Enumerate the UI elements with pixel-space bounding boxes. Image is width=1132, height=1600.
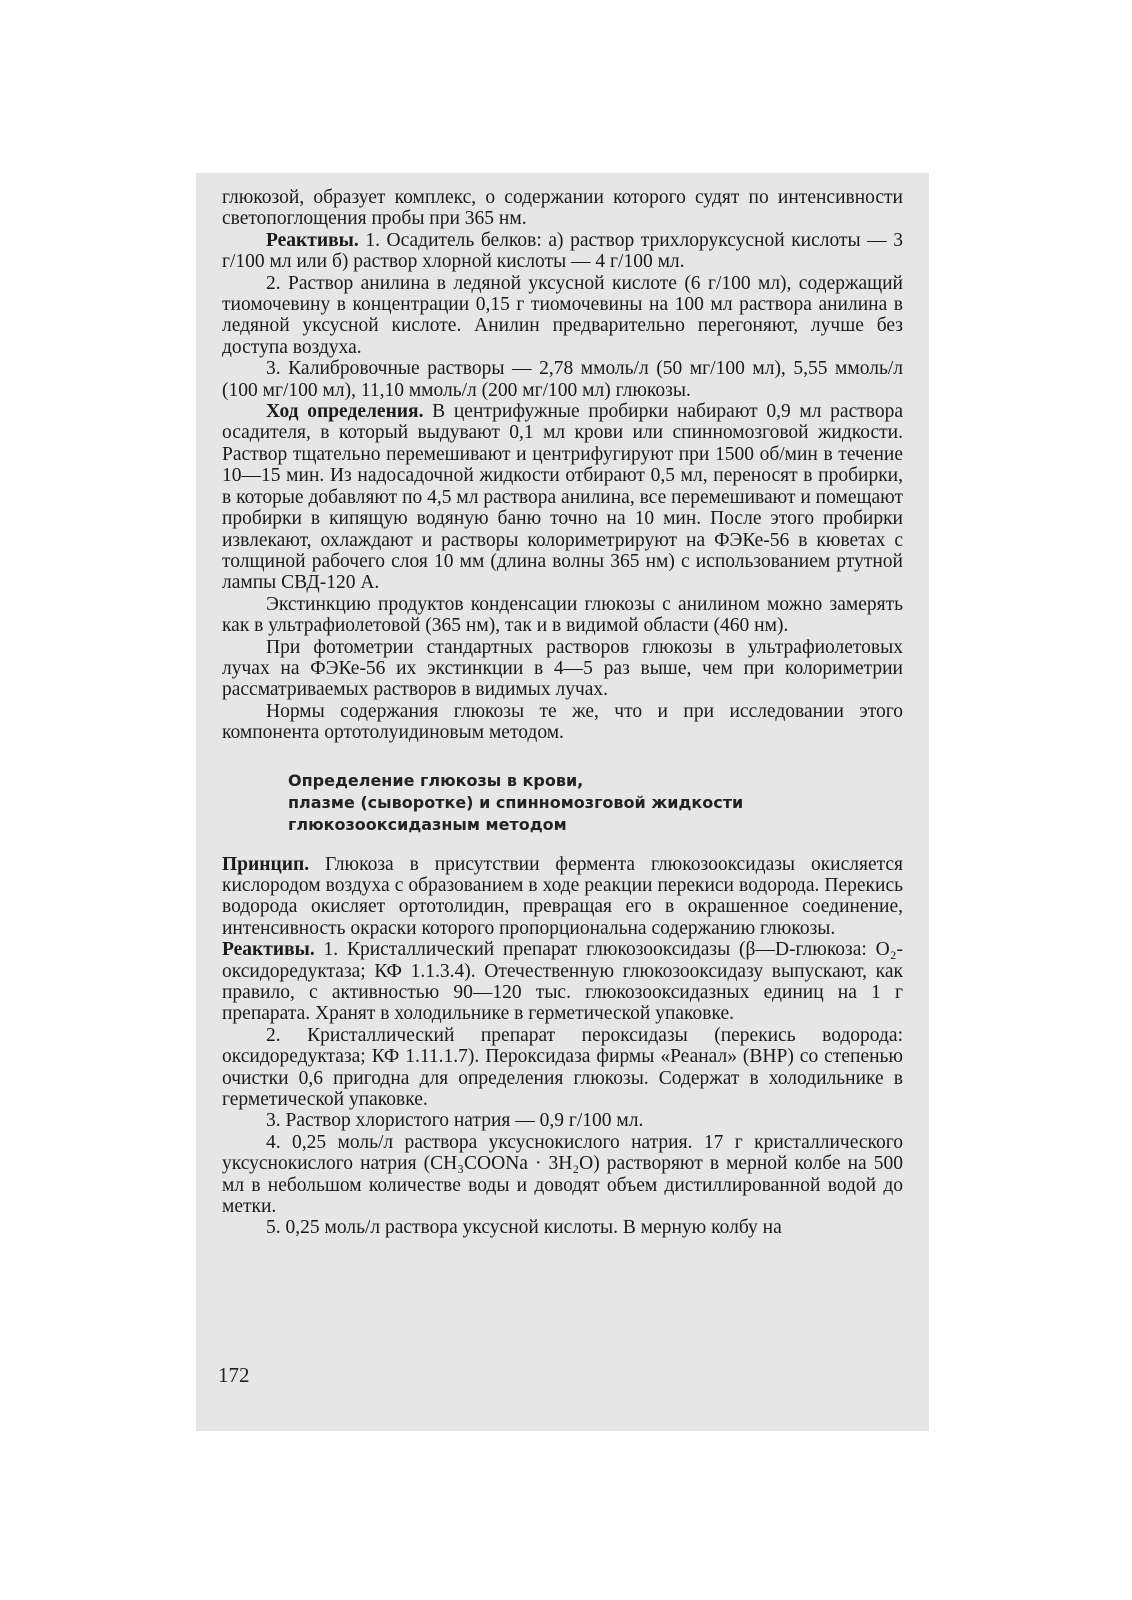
- paragraph: 3. Калибровочные растворы — 2,78 ммоль/л (50 мг/100 мл), 5,55 ммоль/л (100 мг/100 мл), 11,10 ммоль/л (200 мг/100 мл) глюкозы.: [222, 358, 903, 401]
- paragraph-text: 1. Кристаллический препарат глюкозооксидазы (β—D-глюкоза: О₂-оксидоредуктаза; КФ 1.1.3.4). Отечественную глюкозооксидазу выпускают, как правило, с активностью 90—120 тыс. глюкозооксидазных единиц на 1 г препарата. Хранят в холодильнике в герметической упаковке.: [222, 939, 903, 1025]
- section-aniline-method: [222, 187, 903, 744]
- paragraph: Нормы содержания глюкозы те же, что и при исследовании этого компонента ортотолуидиновым методом.: [222, 700, 903, 744]
- paragraph: глюкозой, образует комплекс, о содержании которого судят по интенсивности светопоглощения пробы при 365 нм.: [222, 187, 903, 230]
- paragraph: 5. 0,25 моль/л раствора уксусной кислоты. В мерную колбу на: [266, 1217, 782, 1239]
- paragraph-text: Глюкоза в присутствии фермента глюкозооксидазы окисляется кислородом воздуха с образованием в ходе реакции перекиси водорода. Перекись водорода окисляет ортотолидин, превращая его в окрашенное соединение, интенсивность окраски которого пропорциональна содержанию глюкозы.: [222, 853, 903, 939]
- paragraph-reagents: [222, 939, 903, 1025]
- run-in-heading: Ход определения.: [266, 401, 424, 423]
- run-in-heading: Принцип.: [222, 853, 310, 875]
- paragraph-text: 1. Осадитель белков: а) раствор трихлоруксусной кислоты — 3 г/100 мл или б) раствор хлорной кислоты — 4 г/100 мл.: [222, 229, 903, 273]
- page-number: 172: [218, 1363, 250, 1387]
- run-in-heading: Реактивы.: [266, 229, 359, 251]
- paragraph-reagents: [222, 230, 903, 273]
- paragraph-procedure: [222, 401, 903, 594]
- heading-line: плазме (сыворотке) и спинномозговой жидкости: [288, 792, 744, 812]
- paragraph: 4. 0,25 моль/л раствора уксуснокислого натрия. 17 г кристаллического уксуснокислого натрия (CH₃COONa · 3H₂O) растворяют в мерной колбе на 500 мл в небольшом количестве воды и доводят объем дистиллированной водой до метки.: [222, 1131, 903, 1218]
- book-page: [196, 173, 929, 1431]
- run-in-heading: Реактивы.: [222, 939, 315, 961]
- paragraph: Экстинкцию продуктов конденсации глюкозы с анилином можно замерять как в ультрафиолетовой (365 нм), так и в видимой области (460 нм).: [222, 593, 903, 637]
- paragraph: 2. Кристаллический препарат пероксидазы (перекись водорода: оксидоредуктаза; КФ 1.11.1.7). Пероксидаза фирмы «Реанал» (ВНР) со степенью очистки 0,6 пригодна для определения глюкозы. Содержат в холодильнике в герметической упаковке.: [222, 1024, 903, 1111]
- paragraph-text: В центрифужные пробирки набирают 0,9 мл раствора осадителя, в который выдувают 0,1 мл крови или спинномозговой жидкости. Раствор тщательно перемешивают и центрифугируют при 1500 об/мин в течение 10—15 мин. Из надосадочной жидкости отбирают 0,5 мл, переносят в пробирки, в которые добавляют по 4,5 мл раствора анилина, все перемешивают и помещают пробирки в кипящую водяную баню точно на 10 мин. После этого пробирки извлекают, охлаждают и растворы колориметрируют на ФЭКе-56 в кюветах с толщиной рабочего слоя 10 мм (длина волны 365 нм) с использованием ртутной лампы СВД-120 А.: [222, 401, 903, 594]
- section-glucose-oxidase-method: [222, 854, 903, 1239]
- heading-line: глюкозооксидазным методом: [288, 814, 567, 834]
- paragraph: 3. Раствор хлористого натрия — 0,9 г/100 мл.: [266, 1110, 644, 1132]
- heading-line: Определение глюкозы в крови,: [288, 770, 584, 790]
- paragraph: 2. Раствор анилина в ледяной уксусной кислоте (6 г/100 мл), содержащий тиомочевину в концентрации 0,15 г тиомочевины на 100 мл раствора анилина в ледяной уксусной кислоте. Анилин предварительно перегоняют, лучше без доступа воздуха.: [222, 272, 903, 358]
- paragraph: При фотометрии стандартных растворов глюкозы в ультрафиолетовых лучах на ФЭКе-56 их экстинкции в 4—5 раз выше, чем при колориметрии рассматриваемых растворов в видимых лучах.: [222, 636, 903, 701]
- paragraph-principle: [222, 854, 903, 940]
- section-heading: [288, 770, 903, 836]
